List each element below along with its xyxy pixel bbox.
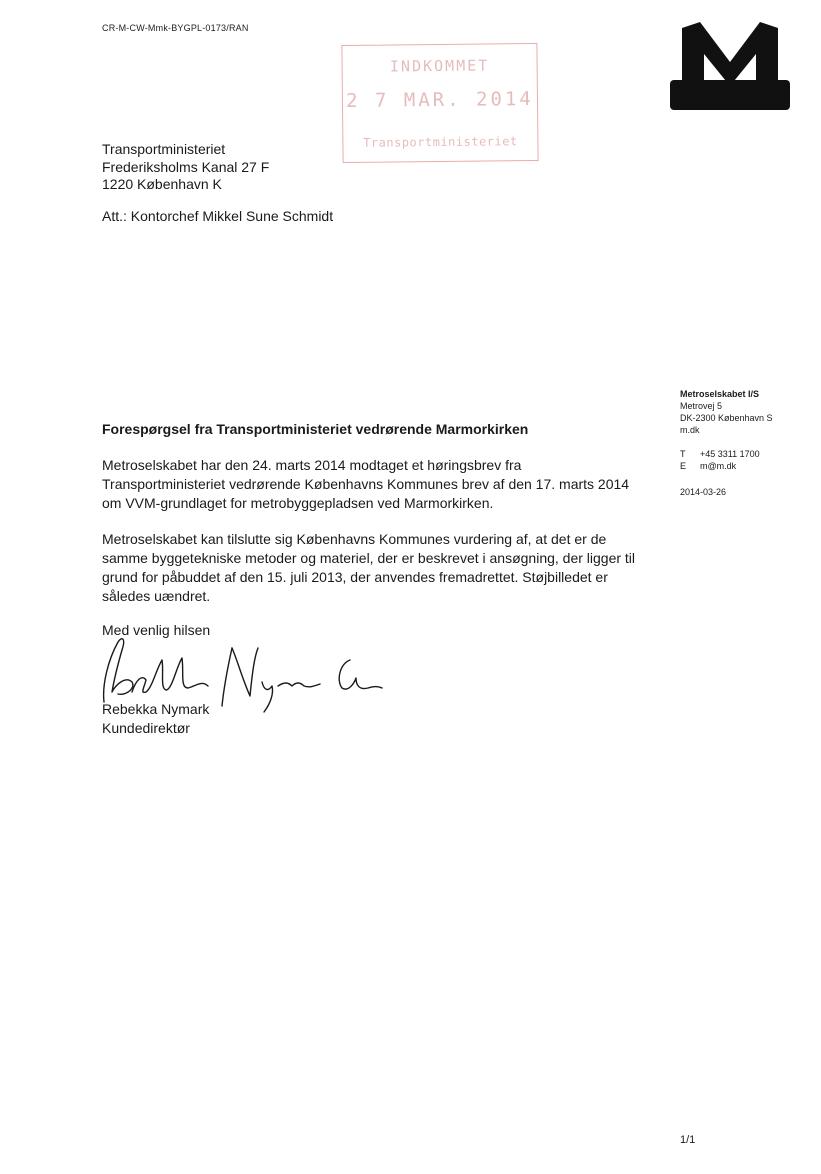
sender-email-row — [680, 460, 773, 472]
body-paragraph-1: Metroselskabet har den 24. marts 2014 modtaget et høringsbrev fra Transportministeriet vedrørende Københavns Kommunes brev af den 17. marts 2014 om VVM-grundlaget for metrobyggepladsen ved Marmorkirken. — [102, 457, 630, 511]
email-label: E — [680, 461, 687, 471]
received-stamp — [341, 43, 538, 163]
body-paragraph-2: Metroselskabet kan tilslutte sig Københavns Kommunes vurdering af, at det er de samme byggetekniske metoder og materiel, der er beskrevet i ansøgning, der ligger til grund for påbuddet af den 15. juli 2013, der anvendes fremadrettet. Støjbilledet er således uændret. — [102, 531, 636, 604]
stamp-date: 2 7 MAR. 2014 — [345, 88, 534, 112]
recipient-name: Transportministeriet — [102, 141, 226, 157]
sender-phone: +45 3311 1700 — [700, 449, 760, 459]
letter-date: 2014-03-26 — [680, 487, 727, 497]
sender-city: DK-2300 København S — [680, 413, 773, 423]
sender-phone-row — [680, 448, 773, 460]
stamp-line-1: INDKOMMET — [389, 56, 490, 76]
page-number: 1/1 — [680, 1134, 696, 1146]
sender-street: Metrovej 5 — [680, 401, 723, 411]
sender-web: m.dk — [680, 425, 700, 435]
letter-subject: Forespørgsel fra Transportministeriet vedrørende Marmorkirken — [102, 421, 529, 437]
signer-title: Kundedirektør — [102, 720, 190, 736]
phone-label: T — [680, 449, 686, 459]
reference-code: CR-M-CW-Mmk-BYGPL-0173/RAN — [102, 23, 249, 33]
sender-company: Metroselskabet I/S — [680, 389, 760, 399]
metro-logo — [670, 20, 790, 110]
stamp-line-3: Transportministeriet — [363, 134, 518, 150]
sender-email: m@m.dk — [700, 461, 737, 471]
recipient-street: Frederiksholms Kanal 27 F — [102, 158, 270, 175]
sender-info — [680, 388, 773, 498]
recipient-address — [102, 141, 269, 194]
attention-line: Att.: Kontorchef Mikkel Sune Schmidt — [102, 208, 334, 224]
closing-phrase: Med venlig hilsen — [102, 622, 211, 638]
signer-name: Rebekka Nymark — [102, 701, 210, 717]
signer-block — [102, 700, 209, 738]
recipient-city: 1220 København K — [102, 176, 222, 192]
